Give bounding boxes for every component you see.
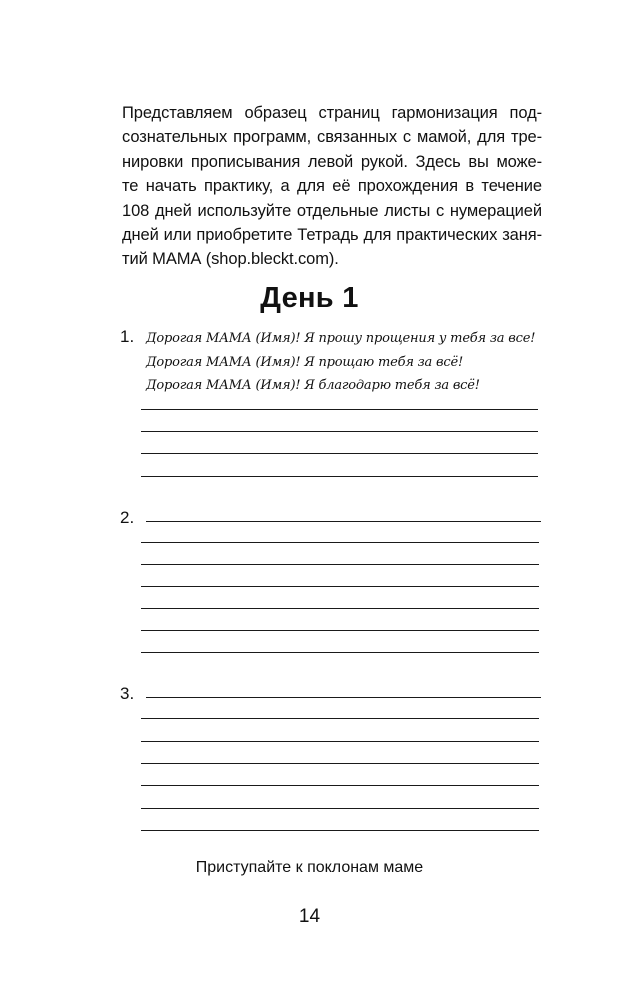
- writing-line[interactable]: [141, 630, 539, 631]
- intro-line: Представляем образец страниц гармонизация под-: [122, 104, 542, 122]
- sample-line-cursive: Дорогая МАМА (Имя)! Я благодарю тебя за всё!: [146, 378, 480, 393]
- exercise-number: 1.: [120, 327, 135, 346]
- intro-line: дней или приобретите Тетрадь для практических заня-: [122, 226, 542, 245]
- writing-line[interactable]: [141, 741, 539, 742]
- writing-line[interactable]: [141, 830, 539, 831]
- writing-line[interactable]: [146, 697, 541, 698]
- writing-line[interactable]: [141, 652, 539, 653]
- exercise-number: 2.: [120, 508, 135, 527]
- writing-line[interactable]: [141, 608, 539, 609]
- intro-line: сознательных программ, связанных с мамой, для тре-: [122, 128, 542, 147]
- intro-line: 108 дней используйте отдельные листы с нумерацией: [122, 201, 542, 220]
- writing-line[interactable]: [141, 763, 539, 764]
- intro-line: нировки прописывания левой рукой. Здесь вы може-: [122, 152, 542, 171]
- intro-line: те начать практику, а для её прохождения в течение: [122, 177, 542, 196]
- intro-paragraph: [122, 101, 542, 272]
- sample-line-cursive: Дорогая МАМА (Имя)! Я прошу прощения у тебя за все!: [146, 331, 536, 346]
- footer-note: Приступайте к поклонам маме: [195, 859, 424, 876]
- writing-line[interactable]: [141, 453, 538, 454]
- exercise-number: 3.: [120, 684, 135, 703]
- writing-line[interactable]: [141, 409, 538, 410]
- writing-line[interactable]: [141, 785, 539, 786]
- writing-line[interactable]: [141, 431, 538, 432]
- writing-line[interactable]: [141, 586, 539, 587]
- page-number: 14: [298, 906, 321, 927]
- writing-line[interactable]: [141, 564, 539, 565]
- writing-line[interactable]: [141, 476, 538, 477]
- writing-line[interactable]: [146, 521, 541, 522]
- sample-line-cursive: Дорогая МАМА (Имя)! Я прощаю тебя за всё!: [146, 355, 463, 370]
- intro-line: тий МАМА (shop.bleckt.com).: [122, 250, 339, 269]
- writing-line[interactable]: [141, 542, 539, 543]
- writing-line[interactable]: [141, 808, 539, 809]
- writing-line[interactable]: [141, 718, 539, 719]
- day-title: День 1: [260, 282, 359, 314]
